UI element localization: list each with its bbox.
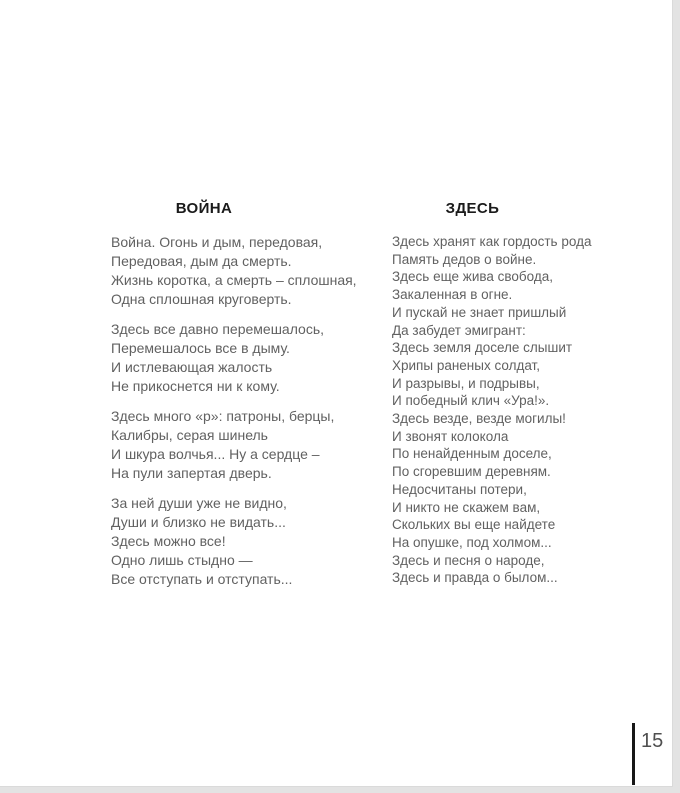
stanza <box>111 233 361 309</box>
poem-line: Здесь еще жива свобода, <box>392 269 554 285</box>
poem-line: Скольких вы еще найдете <box>392 517 556 533</box>
poem-line: На пули запертая дверь. <box>111 465 272 481</box>
poem-line: И шкура волчья... Ну а сердце – <box>111 446 320 462</box>
poem-war-column <box>111 201 361 589</box>
poem-line: Да забудет эмигрант: <box>392 322 526 338</box>
poem-line: Перемешалось все в дыму. <box>111 340 290 356</box>
poem-line: И разрывы, и подрывы, <box>392 375 540 391</box>
poem-line: По сгоревшим деревням. <box>392 464 551 480</box>
poem-line: Здесь земля доселе слышит <box>392 340 573 356</box>
poem-line: Память дедов о войне. <box>392 251 537 267</box>
page-number-divider <box>632 723 635 785</box>
poem-line: Здесь и песня о народе, <box>392 552 545 568</box>
poem-line: На опушке, под холмом... <box>392 534 552 550</box>
poem-line: Души и близко не видать... <box>111 514 286 530</box>
poem-line: Хрипы раненых солдат, <box>392 357 540 373</box>
stanza <box>392 233 622 587</box>
poem-line: И истлевающая жалость <box>111 359 273 375</box>
poem-line: Жизнь коротка, а смерть – сплошная, <box>111 272 357 288</box>
poem-line: За ней души уже не видно, <box>111 495 287 511</box>
poem-line: И победный клич «Ура!». <box>392 393 550 409</box>
poem-line: Все отступать и отступать... <box>111 571 293 587</box>
poem-line: По ненайденным доселе, <box>392 446 552 462</box>
page-number: 15 <box>641 730 664 752</box>
poem-line: Здесь можно все! <box>111 533 226 549</box>
poem-line: Недосчитаны потери, <box>392 481 527 497</box>
stanza <box>111 494 361 589</box>
poem-title-here: ЗДЕСЬ <box>445 200 500 217</box>
poem-line: Война. Огонь и дым, передовая, <box>111 234 323 250</box>
poem-line: Здесь и правда о былом... <box>392 570 558 586</box>
poem-line: И пускай не знает пришлый <box>392 304 567 320</box>
poem-line: Здесь хранят как гордость рода <box>392 234 592 249</box>
poem-line: Передовая, дым да смерть. <box>111 253 292 269</box>
poem-line: Одна сплошная круговерть. <box>111 291 292 307</box>
poem-line: Не прикоснется ни к кому. <box>111 378 280 394</box>
poem-line: Здесь все давно перемешалось, <box>111 321 325 337</box>
poem-line: Здесь везде, везде могилы! <box>392 411 566 427</box>
poem-line: Здесь много «р»: патроны, берцы, <box>111 408 335 424</box>
poem-line: И никто не скажем вам, <box>392 499 541 515</box>
stanza <box>111 407 361 483</box>
poem-here-body <box>392 233 622 587</box>
stanza <box>111 320 361 396</box>
poem-line: Одно лишь стыдно — <box>111 552 253 568</box>
poem-war-body <box>111 233 361 589</box>
poem-title-war: ВОЙНА <box>175 200 233 217</box>
poem-line: Закаленная в огне. <box>392 287 513 303</box>
poem-line: И звонят колокола <box>392 428 509 444</box>
poem-line: Калибры, серая шинель <box>111 427 268 443</box>
poem-here-column <box>392 201 622 587</box>
